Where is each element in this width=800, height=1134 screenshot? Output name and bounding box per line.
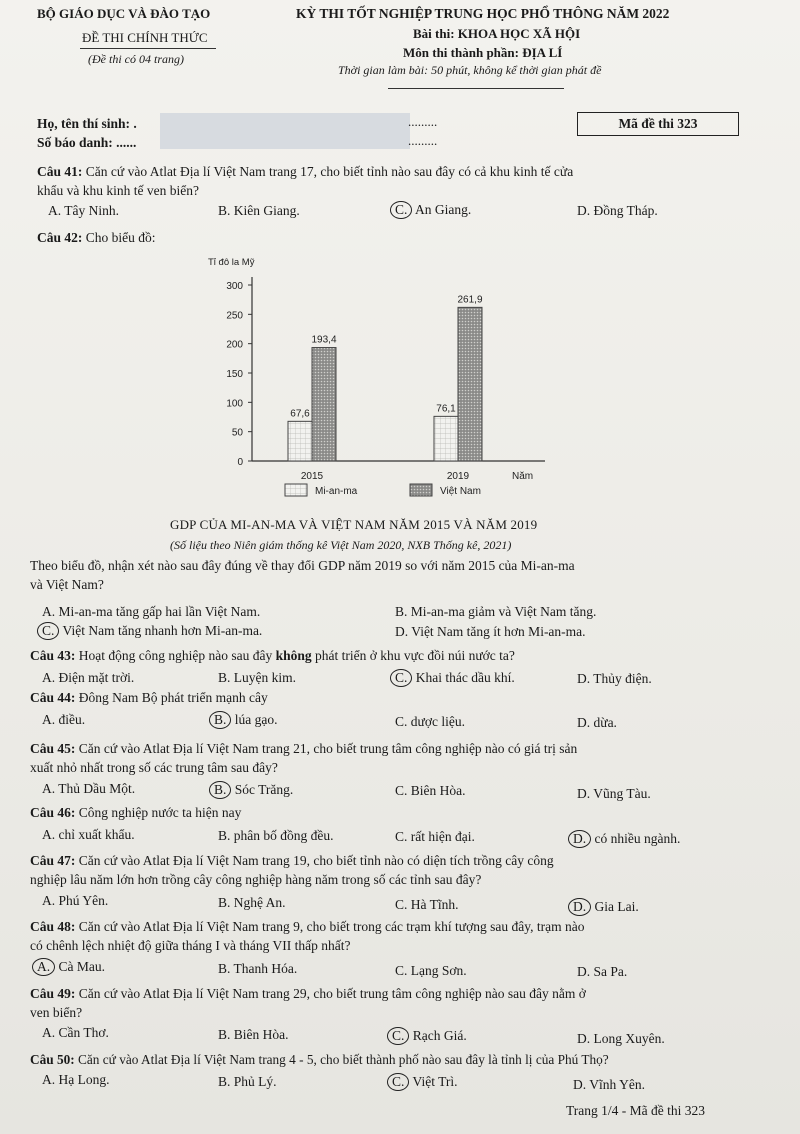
question-number: Câu 49: [30,986,76,1001]
question-44 [30,690,268,706]
q49-option-b[interactable]: B. Biên Hòa. [218,1027,289,1042]
subject-group: Bài thi: KHOA HỌC XÃ HỘI [413,26,581,41]
question-number: Câu 42: [37,230,83,245]
option-text: Việt Nam tăng nhanh hơn Mi-an-ma. [62,623,263,638]
question-text-end: phát triển ở khu vực đồi núi nước ta? [315,648,515,663]
candidate-name-dots: ......... [408,114,438,129]
question-45-cont: xuất nhỏ nhất trong số các trung tâm sau đây? [30,760,278,775]
candidate-id-dots: ......... [408,133,438,148]
question-50 [30,1052,609,1068]
answer-circle: B. [209,711,231,729]
q50-option-c[interactable] [392,1073,458,1091]
q46-option-a[interactable]: A. chỉ xuất khẩu. [42,827,135,842]
question-text: Căn cứ vào Atlat Địa lí Việt Nam trang 19, cho biết tỉnh nào có diện tích trồng cây công [78,853,554,868]
bar-Việt Nam-2019 [458,307,482,461]
question-text: Hoạt động công nghiệp nào sau đây [78,648,273,663]
question-number: Câu 41: [37,164,83,179]
q49-option-c[interactable] [392,1027,467,1045]
legend-swatch [285,484,307,496]
q44-option-c[interactable]: C. dược liệu. [395,714,465,729]
q47-option-b[interactable]: B. Nghệ An. [218,895,286,910]
data-label: 193,4 [311,334,337,346]
official-underline [80,48,216,49]
question-41 [37,164,573,180]
question-46 [30,805,241,821]
chart-source: (Số liệu theo Niên giám thống kê Việt Nam 2020, NXB Thống kê, 2021) [170,538,512,552]
q47-option-c[interactable]: C. Hà Tĩnh. [395,897,459,912]
option-text: Cà Mau. [58,959,105,974]
answer-circle: A. [32,958,55,976]
q41-option-b[interactable]: B. Kiên Giang. [218,203,300,218]
y-tick-label: 50 [231,427,243,439]
pages-note: (Đề thi có 04 trang) [88,52,184,66]
question-49 [30,986,586,1002]
exam-code-box: Mã đề thi 323 [577,112,739,136]
header-underline [388,88,564,89]
subject-name: Môn thi thành phần: ĐỊA LÍ [403,45,563,60]
question-text: Căn cứ vào Atlat Địa lí Việt Nam trang 21, cho biết trung tâm công nghiệp nào có giá trị sản [78,741,578,756]
q48-option-a[interactable] [37,958,105,976]
bar-Mi-an-ma-2019 [434,416,458,461]
question-42-prompt: Theo biểu đồ, nhận xét nào sau đây đúng về thay đổi GDP năm 2019 so với năm 2015 của Mi-an-ma [30,558,575,573]
q45-option-b[interactable] [214,781,293,799]
question-text: Căn cứ vào Atlat Địa lí Việt Nam trang 9, cho biết trong các trạm khí tượng sau đây, trạm nào [78,919,585,934]
question-number: Câu 50: [30,1052,75,1067]
answer-circle: C. [390,201,412,219]
q43-option-c[interactable] [395,669,515,687]
q50-option-d[interactable]: D. Vĩnh Yên. [573,1077,645,1092]
official-label: ĐỀ THI CHÍNH THỨC [82,30,208,45]
q43-option-a[interactable]: A. Điện mặt trời. [42,670,135,685]
question-42-prompt-cont: và Việt Nam? [30,577,104,592]
q45-option-c[interactable]: C. Biên Hòa. [395,783,466,798]
q46-option-d[interactable] [573,830,680,848]
page-footer: Trang 1/4 - Mã đề thi 323 [566,1103,705,1118]
q44-option-a[interactable]: A. điều. [42,712,86,727]
legend-label: Mi-an-ma [315,486,358,497]
x-tick-label: 2019 [446,471,470,482]
data-label: 76,1 [436,403,456,415]
y-axis-label: Tỉ đô la Mỹ [208,257,255,268]
question-text: Cho biểu đồ: [85,230,156,245]
question-emphasis: không [275,648,312,663]
option-text: lúa gạo. [234,712,278,727]
exam-title: KỲ THI TỐT NGHIỆP TRUNG HỌC PHỔ THÔNG NĂM 2022 [296,6,670,21]
question-number: Câu 47: [30,853,76,868]
legend-swatch [410,484,432,496]
q47-option-a[interactable]: A. Phú Yên. [42,893,109,908]
answer-circle: D. [568,830,591,848]
q42-option-d[interactable]: D. Việt Nam tăng ít hơn Mi-an-ma. [395,624,586,639]
q45-option-a[interactable]: A. Thủ Dầu Một. [42,781,136,796]
q48-option-b[interactable]: B. Thanh Hóa. [218,961,298,976]
question-number: Câu 44: [30,690,76,705]
question-text: Căn cứ vào Atlat Địa lí Việt Nam trang 4 - 5, cho biết thành phố nào sau đây là tỉnh lị của Phú Thọ? [78,1052,609,1067]
data-label: 67,6 [290,408,310,420]
option-text: Gia Lai. [594,899,639,914]
q41-option-c[interactable] [395,201,471,219]
q50-option-a[interactable]: A. Hạ Long. [42,1072,110,1087]
y-tick-label: 0 [237,457,243,468]
q46-option-c[interactable]: C. rất hiện đại. [395,829,475,844]
candidate-name-label: Họ, tên thí sinh: . [37,116,137,131]
option-text: An Giang. [415,202,472,217]
question-text: Căn cứ vào Atlat Địa lí Việt Nam trang 17, cho biết tỉnh nào sau đây có cả khu kinh tế cửa [85,164,574,179]
q50-option-b[interactable]: B. Phủ Lý. [218,1074,277,1089]
legend-label: Việt Nam [440,486,481,497]
y-tick-label: 100 [226,398,243,410]
y-tick-label: 300 [226,281,243,292]
q42-option-b[interactable]: B. Mi-an-ma giảm và Việt Nam tăng. [395,604,597,619]
answer-circle: C. [390,669,412,687]
y-tick-label: 200 [226,339,243,351]
question-42 [37,230,156,246]
y-tick-label: 150 [226,369,243,380]
redacted-name [160,113,410,149]
q49-option-d[interactable]: D. Long Xuyên. [577,1031,665,1046]
ministry-name: BỘ GIÁO DỤC VÀ ĐÀO TẠO [37,6,211,21]
q49-option-a[interactable]: A. Cần Thơ. [42,1025,109,1040]
answer-circle: C. [387,1073,409,1091]
option-text: Rạch Giá. [412,1028,467,1043]
option-text: Sóc Trăng. [234,782,294,797]
gdp-bar-chart [200,248,560,508]
question-47-cont: nghiệp lâu năm lớn hơn trồng cây công nghiệp hàng năm trong số các tỉnh sau đây? [30,872,482,887]
chart-caption: GDP CỦA MI-AN-MA VÀ VIỆT NAM NĂM 2015 VÀ NĂM 2019 [170,517,538,532]
q42-option-a[interactable]: A. Mi-an-ma tăng gấp hai lần Việt Nam. [42,604,261,619]
bar-Mi-an-ma-2015 [288,421,312,461]
question-number: Câu 48: [30,919,76,934]
q48-option-c[interactable]: C. Lạng Sơn. [395,963,467,978]
q43-option-b[interactable]: B. Luyện kim. [218,670,296,685]
question-49-cont: ven biển? [30,1005,83,1020]
answer-circle: C. [37,622,59,640]
answer-circle: B. [209,781,231,799]
question-48-cont: có chênh lệch nhiệt độ giữa tháng I và tháng VII thấp nhất? [30,938,351,953]
q48-option-d[interactable]: D. Sa Pa. [577,964,628,979]
q47-option-d[interactable] [573,898,639,916]
question-number: Câu 43: [30,648,76,663]
question-41-cont: khẩu và khu kinh tế ven biển? [37,183,199,198]
question-text: Đông Nam Bộ phát triển mạnh cây [78,690,268,705]
q45-option-d[interactable]: D. Vũng Tàu. [577,786,651,801]
question-number: Câu 46: [30,805,76,820]
answer-circle: D. [568,898,591,916]
bar-Việt Nam-2015 [312,348,336,461]
question-45 [30,741,577,757]
candidate-id-label: Số báo danh: ...... [37,135,137,150]
q44-option-d[interactable]: D. dừa. [577,715,617,730]
q42-option-c[interactable] [42,622,262,640]
question-48 [30,919,584,935]
y-tick-label: 250 [226,310,243,322]
x-tick-label: 2015 [300,471,324,482]
time-note: Thời gian làm bài: 50 phút, không kể thời gian phát đề [338,63,602,77]
option-text: có nhiều ngành. [594,831,681,846]
x-axis-label: Năm [512,471,534,482]
question-43 [30,648,515,664]
question-text: Công nghiệp nước ta hiện nay [78,805,242,820]
q44-option-b[interactable] [214,711,278,729]
option-text: Việt Trì. [412,1074,458,1089]
option-text: Khai thác dầu khí. [415,670,515,685]
q46-option-b[interactable]: B. phân bố đồng đều. [218,828,334,843]
answer-circle: C. [387,1027,409,1045]
question-text: Căn cứ vào Atlat Địa lí Việt Nam trang 29, cho biết trung tâm công nghiệp nào sau đây nằm ở [78,986,586,1001]
q41-option-a[interactable]: A. Tây Ninh. [48,203,119,218]
q43-option-d[interactable]: D. Thủy điện. [577,671,652,686]
question-number: Câu 45: [30,741,76,756]
data-label: 261,9 [457,294,483,306]
q41-option-d[interactable]: D. Đồng Tháp. [577,203,658,218]
question-47 [30,853,554,869]
